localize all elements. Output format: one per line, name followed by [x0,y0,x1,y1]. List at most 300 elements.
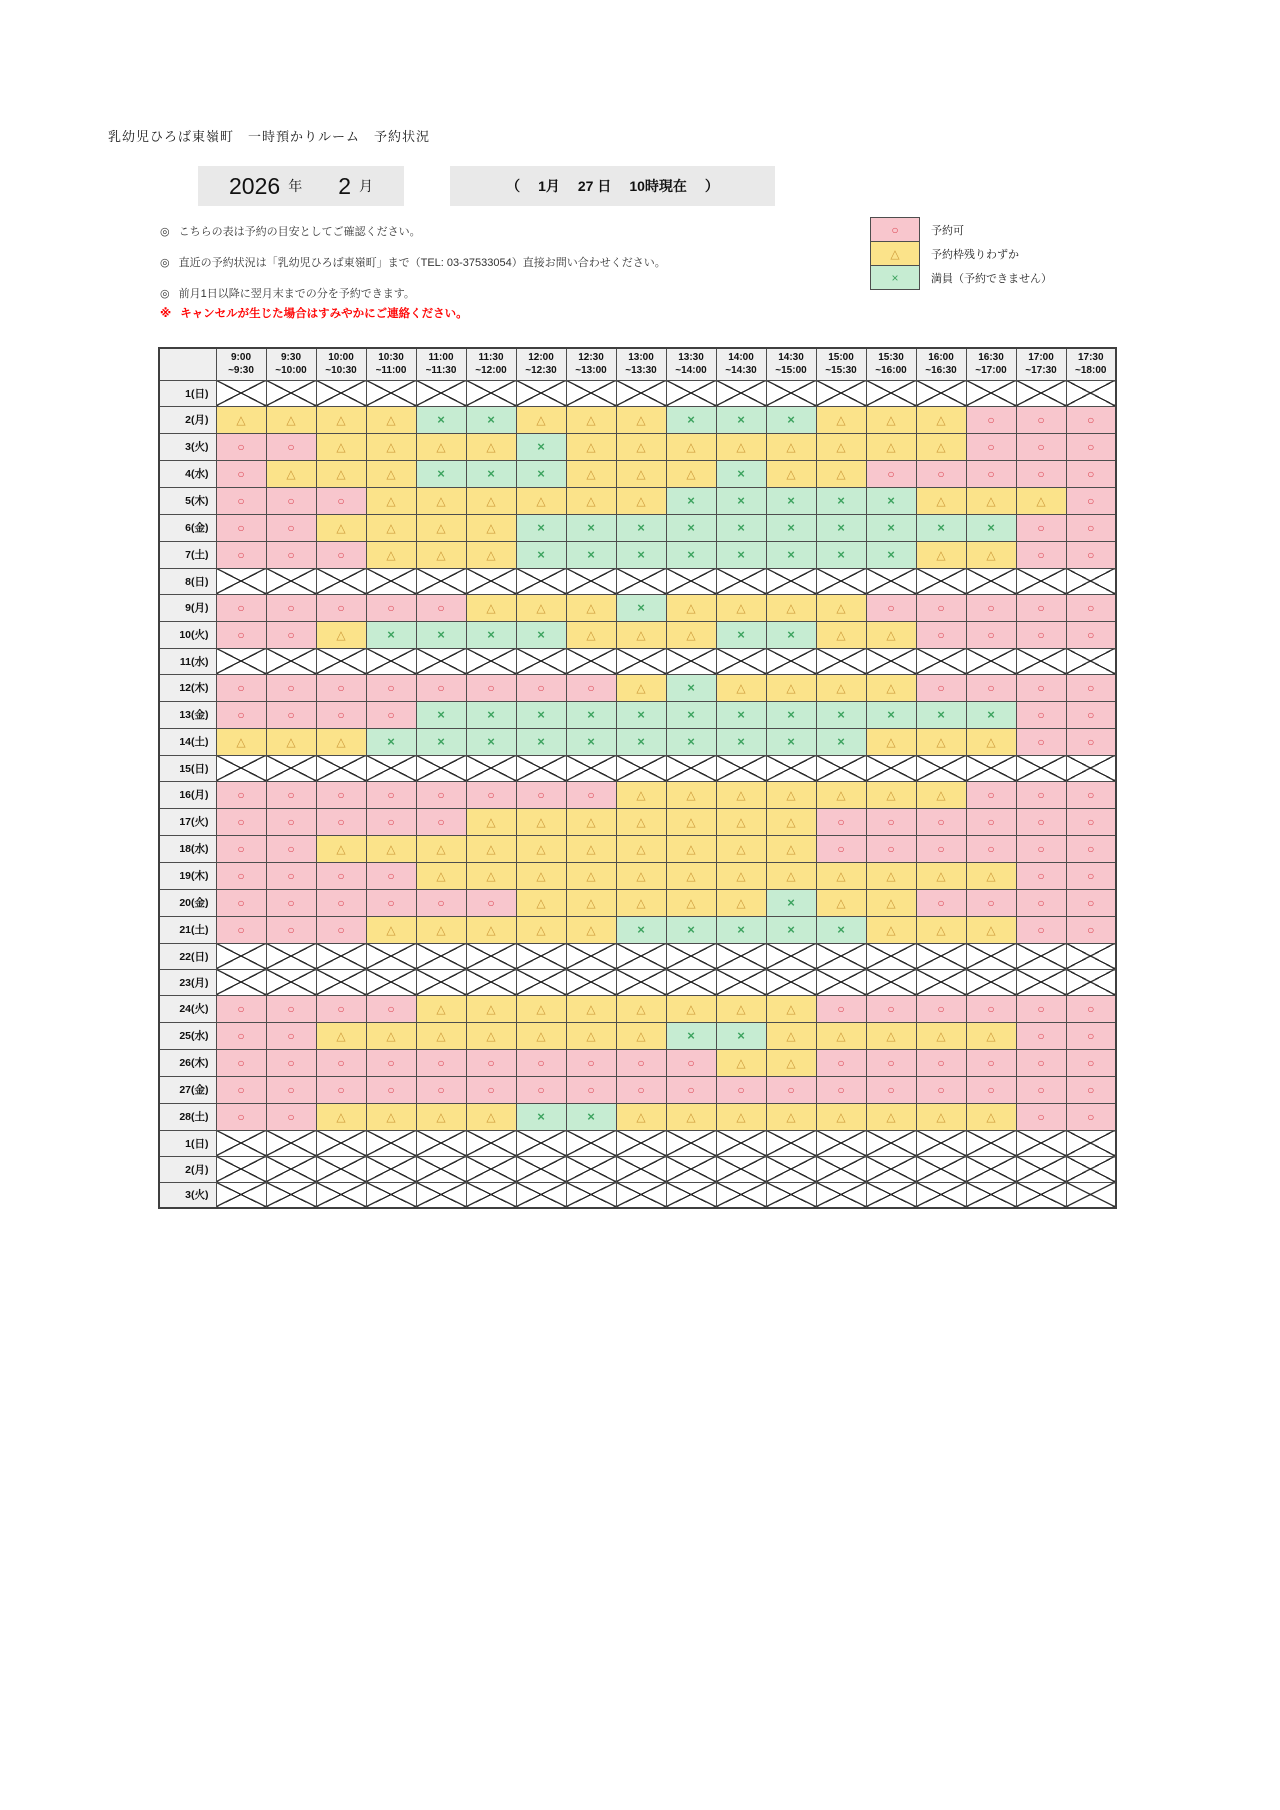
status-symbol: △ [986,1109,996,1124]
slot-cell-available [866,835,916,862]
status-symbol: ○ [1087,520,1095,535]
status-symbol: ○ [987,627,995,642]
slot-cell-few-left [416,1103,466,1130]
warning-marker: ※ [160,308,172,320]
slot-cell-available [966,594,1016,621]
slot-end: ~15:30 [825,365,857,377]
day-row [159,1182,1116,1208]
status-symbol: △ [586,493,596,508]
month-unit: 月 [358,178,373,194]
closed-cell [916,568,966,594]
closed-cell [366,1182,416,1208]
slot-cell-available [866,808,916,835]
day-label-cell: 1(日) [159,380,216,406]
day-row [159,514,1116,541]
slot-cell-full [766,889,816,916]
closed-cell [916,648,966,674]
slot-cell-few-left [466,514,516,541]
slot-cell-available [316,1049,366,1076]
day-row [159,433,1116,460]
slot-cell-few-left [966,1022,1016,1049]
slot-cell-few-left [866,862,916,889]
status-symbol: × [587,1108,595,1124]
closed-cell [716,568,766,594]
slot-cell-few-left [466,916,516,943]
status-symbol: △ [236,734,246,749]
closed-cell [916,755,966,781]
status-symbol: △ [586,1001,596,1016]
status-symbol: × [537,1108,545,1124]
slot-cell-few-left [616,487,666,514]
closed-cell [216,755,266,781]
closed-cell [766,1182,816,1208]
status-symbol: △ [836,627,846,642]
closed-cell [866,1182,916,1208]
day-label-cell: 12(木) [159,674,216,701]
day-row [159,541,1116,568]
slot-cell-available [1066,621,1116,648]
status-symbol: × [637,546,645,562]
closed-cell [616,755,666,781]
status-symbol: △ [736,1055,746,1070]
status-symbol: ○ [287,493,295,508]
time-header-cell [966,348,1016,380]
status-symbol: △ [536,841,546,856]
status-symbol: △ [786,466,796,481]
slot-cell-available [1066,1103,1116,1130]
status-symbol: ○ [837,814,845,829]
status-symbol: ○ [287,1001,295,1016]
status-symbol: △ [486,1001,496,1016]
status-symbol: ○ [887,814,895,829]
status-symbol: △ [486,547,496,562]
status-symbol: ○ [1087,1001,1095,1016]
slot-cell-few-left [566,808,616,835]
status-symbol: ○ [337,1001,345,1016]
day-label-cell: 4(水) [159,460,216,487]
slot-cell-few-left [816,862,866,889]
note-text: 前月1日以降に翌月末までの分を予約できます。 [178,288,415,300]
slot-cell-full [516,728,566,755]
status-symbol: △ [886,734,896,749]
slot-cell-available [516,1049,566,1076]
status-symbol: × [587,706,595,722]
status-symbol: △ [936,412,946,427]
day-label-cell: 18(水) [159,835,216,862]
slot-cell-available [216,889,266,916]
closed-cell [316,568,366,594]
status-symbol: △ [536,1001,546,1016]
slot-cell-full [666,674,716,701]
slot-cell-few-left [416,514,466,541]
closed-cell [1016,969,1066,995]
slot-cell-available [216,460,266,487]
slot-cell-full [716,916,766,943]
slot-end: ~9:30 [228,365,254,377]
status-symbol: ○ [1037,466,1045,481]
slot-cell-few-left [866,1022,916,1049]
slot-cell-available [416,1049,466,1076]
status-symbol: △ [836,412,846,427]
slot-cell-full [766,514,816,541]
status-symbol: △ [636,680,646,695]
day-row [159,755,1116,781]
status-symbol: △ [486,439,496,454]
status-symbol: ○ [237,841,245,856]
closed-cell [1066,943,1116,969]
status-symbol: △ [586,412,596,427]
status-symbol: △ [386,841,396,856]
slot-cell-available [966,889,1016,916]
slot-cell-few-left [766,995,816,1022]
closed-cell [216,969,266,995]
closed-cell [666,380,716,406]
status-symbol: ○ [237,627,245,642]
legend-symbol-cell: △ [870,241,920,266]
status-symbol: △ [336,1109,346,1124]
status-symbol: × [387,733,395,749]
status-symbol: △ [536,895,546,910]
status-symbol: △ [736,1109,746,1124]
status-symbol: ○ [337,680,345,695]
status-symbol: △ [686,841,696,856]
slot-cell-few-left [916,781,966,808]
slot-cell-few-left [466,1022,516,1049]
slot-cell-few-left [616,889,666,916]
closed-cell [366,648,416,674]
slot-cell-few-left [716,835,766,862]
status-symbol: × [437,733,445,749]
slot-cell-full [716,460,766,487]
slot-cell-full [966,701,1016,728]
slot-cell-few-left [866,433,916,460]
status-symbol: ○ [287,1109,295,1124]
status-symbol: △ [486,1109,496,1124]
status-symbol: ○ [1037,787,1045,802]
slot-cell-few-left [766,594,816,621]
slot-start: 15:30 [878,352,904,364]
closed-cell [816,1156,866,1182]
slot-cell-full [466,460,516,487]
day-row [159,648,1116,674]
status-symbol: ○ [287,707,295,722]
status-symbol: ○ [237,1109,245,1124]
day-row [159,1049,1116,1076]
status-symbol: × [437,411,445,427]
status-symbol: ○ [1087,439,1095,454]
status-symbol: ○ [237,680,245,695]
day-row [159,1103,1116,1130]
closed-cell [866,1156,916,1182]
slot-cell-few-left [916,728,966,755]
slot-cell-full [516,433,566,460]
status-symbol: △ [636,466,646,481]
closed-cell [266,1156,316,1182]
slot-cell-available [266,621,316,648]
slot-cell-few-left [816,460,866,487]
status-symbol: ○ [387,1082,395,1097]
slot-cell-few-left [1016,487,1066,514]
closed-cell [366,755,416,781]
status-symbol: ○ [937,841,945,856]
closed-cell [366,380,416,406]
closed-cell [716,1156,766,1182]
status-symbol: ○ [537,1082,545,1097]
slot-cell-few-left [366,433,416,460]
status-symbol: ○ [887,841,895,856]
status-symbol: △ [486,922,496,937]
status-symbol: △ [686,627,696,642]
slot-end: ~10:00 [275,365,307,377]
status-symbol: △ [686,466,696,481]
status-symbol: × [787,492,795,508]
slot-cell-few-left [566,889,616,916]
day-row [159,594,1116,621]
closed-cell [616,380,666,406]
status-symbol: △ [936,547,946,562]
status-symbol: ○ [737,1082,745,1097]
status-symbol: ○ [1037,1082,1045,1097]
status-symbol: ○ [537,1055,545,1070]
slot-cell-available [1066,541,1116,568]
status-symbol: ○ [237,466,245,481]
slot-cell-few-left [716,808,766,835]
slot-cell-few-left [366,1022,416,1049]
day-label-cell: 15(日) [159,755,216,781]
slot-cell-few-left [816,1103,866,1130]
closed-cell [766,969,816,995]
closed-cell [916,380,966,406]
closed-cell [766,755,816,781]
slot-cell-full [816,916,866,943]
status-symbol: ○ [937,814,945,829]
slot-cell-full [366,621,416,648]
time-header-cell [916,348,966,380]
slot-cell-few-left [466,808,516,835]
status-symbol: × [787,894,795,910]
slot-cell-full [616,916,666,943]
status-symbol: ○ [987,814,995,829]
slot-cell-available [1066,889,1116,916]
status-symbol: ○ [987,1055,995,1070]
slot-cell-few-left [666,995,716,1022]
status-symbol: △ [836,868,846,883]
slot-cell-available [216,1022,266,1049]
status-symbol: ○ [1037,1109,1045,1124]
time-header-cell [366,348,416,380]
status-symbol: × [487,706,495,722]
closed-cell [516,1130,566,1156]
note-marker: ◎ [160,226,170,238]
status-symbol: ○ [237,547,245,562]
slot-cell-available [416,808,466,835]
closed-cell [616,1130,666,1156]
day-label-cell: 10(火) [159,621,216,648]
day-label-cell: 16(月) [159,781,216,808]
closed-cell [1066,568,1116,594]
slot-cell-few-left [616,781,666,808]
slot-cell-full [566,728,616,755]
status-symbol: ○ [887,600,895,615]
day-row [159,781,1116,808]
status-symbol: △ [386,1109,396,1124]
closed-cell [966,380,1016,406]
slot-cell-few-left [566,1022,616,1049]
slot-cell-available [1066,1076,1116,1103]
slot-cell-available [916,1049,966,1076]
status-symbol: △ [836,600,846,615]
status-symbol: ○ [937,680,945,695]
status-symbol: × [737,706,745,722]
status-symbol: ○ [287,868,295,883]
closed-cell [966,755,1016,781]
closed-cell [766,943,816,969]
status-symbol: ○ [287,1028,295,1043]
slot-start: 16:30 [978,352,1004,364]
slot-cell-few-left [566,594,616,621]
status-symbol: × [537,438,545,454]
day-row [159,1156,1116,1182]
slot-cell-available [366,995,416,1022]
slot-cell-available [966,781,1016,808]
status-symbol: ○ [1087,868,1095,883]
status-symbol: ○ [1087,412,1095,427]
slot-cell-available [466,1049,516,1076]
closed-cell [1066,969,1116,995]
slot-start: 17:00 [1028,352,1054,364]
slot-cell-full [866,701,916,728]
status-symbol: △ [736,814,746,829]
status-symbol: ○ [237,922,245,937]
slot-cell-available [316,808,366,835]
closed-cell [366,1130,416,1156]
status-symbol: × [537,626,545,642]
slot-cell-available [966,460,1016,487]
status-symbol: × [887,519,895,535]
closed-cell [466,755,516,781]
status-symbol: ○ [437,1082,445,1097]
day-label-cell: 14(土) [159,728,216,755]
slot-cell-available [916,1076,966,1103]
status-symbol: × [637,519,645,535]
slot-cell-available [966,995,1016,1022]
slot-cell-available [266,541,316,568]
closed-cell [516,380,566,406]
slot-cell-full [766,701,816,728]
slot-cell-available [216,514,266,541]
slot-cell-few-left [566,862,616,889]
slot-cell-few-left [816,433,866,460]
slot-cell-available [316,541,366,568]
time-header-cell [766,348,816,380]
status-symbol: ○ [237,493,245,508]
slot-cell-full [666,541,716,568]
status-symbol: △ [586,466,596,481]
closed-cell [266,943,316,969]
status-symbol: ○ [1037,439,1045,454]
slot-cell-available [1016,862,1066,889]
day-row [159,728,1116,755]
slot-cell-full [666,701,716,728]
year-value: 2026 [229,172,281,199]
status-symbol: △ [586,895,596,910]
day-row [159,916,1116,943]
warning-text: キャンセルが生じた場合はすみやかにご連絡ください。 [180,308,468,320]
status-symbol: × [537,733,545,749]
closed-cell [1066,755,1116,781]
status-symbol: ○ [637,1082,645,1097]
status-symbol: × [937,519,945,535]
day-row [159,674,1116,701]
closed-cell [366,969,416,995]
closed-cell [416,969,466,995]
status-symbol: △ [636,439,646,454]
closed-cell [1066,648,1116,674]
schedule-header [159,348,1116,380]
closed-cell [1016,943,1066,969]
status-symbol: ○ [287,600,295,615]
slot-cell-available [316,487,366,514]
status-symbol: △ [636,1028,646,1043]
status-symbol: ○ [387,895,395,910]
closed-cell [866,380,916,406]
closed-cell [966,1130,1016,1156]
status-symbol: △ [1036,493,1046,508]
status-symbol: △ [386,547,396,562]
slot-cell-available [266,781,316,808]
slot-cell-few-left [516,594,566,621]
slot-cell-few-left [416,541,466,568]
slot-cell-full [816,541,866,568]
slot-cell-available [1066,728,1116,755]
closed-cell [566,568,616,594]
day-row [159,701,1116,728]
slot-start: 15:00 [828,352,854,364]
status-symbol: △ [886,868,896,883]
status-symbol: △ [986,547,996,562]
closed-cell [216,943,266,969]
status-symbol: × [737,411,745,427]
status-symbol: ○ [1087,841,1095,856]
slot-cell-few-left [316,621,366,648]
status-symbol: ○ [587,787,595,802]
slot-cell-few-left [466,862,516,889]
status-symbol: △ [536,1028,546,1043]
status-symbol: △ [336,1028,346,1043]
slot-cell-full [616,514,666,541]
status-symbol: △ [786,1028,796,1043]
slot-cell-available [1016,1049,1066,1076]
slot-cell-few-left [716,674,766,701]
closed-cell [916,1182,966,1208]
day-label-cell: 23(月) [159,969,216,995]
closed-cell [216,1156,266,1182]
slot-cell-few-left [966,862,1016,889]
status-symbol: ○ [1037,1055,1045,1070]
status-symbol: × [687,921,695,937]
status-symbol: △ [386,1028,396,1043]
status-symbol: × [837,706,845,722]
status-symbol: △ [486,493,496,508]
status-symbol: ○ [337,600,345,615]
status-symbol: △ [936,787,946,802]
closed-cell [766,568,816,594]
slot-cell-few-left [466,835,516,862]
closed-cell [266,1182,316,1208]
closed-cell [466,943,516,969]
status-symbol: ○ [487,787,495,802]
slot-start: 9:00 [230,352,251,364]
